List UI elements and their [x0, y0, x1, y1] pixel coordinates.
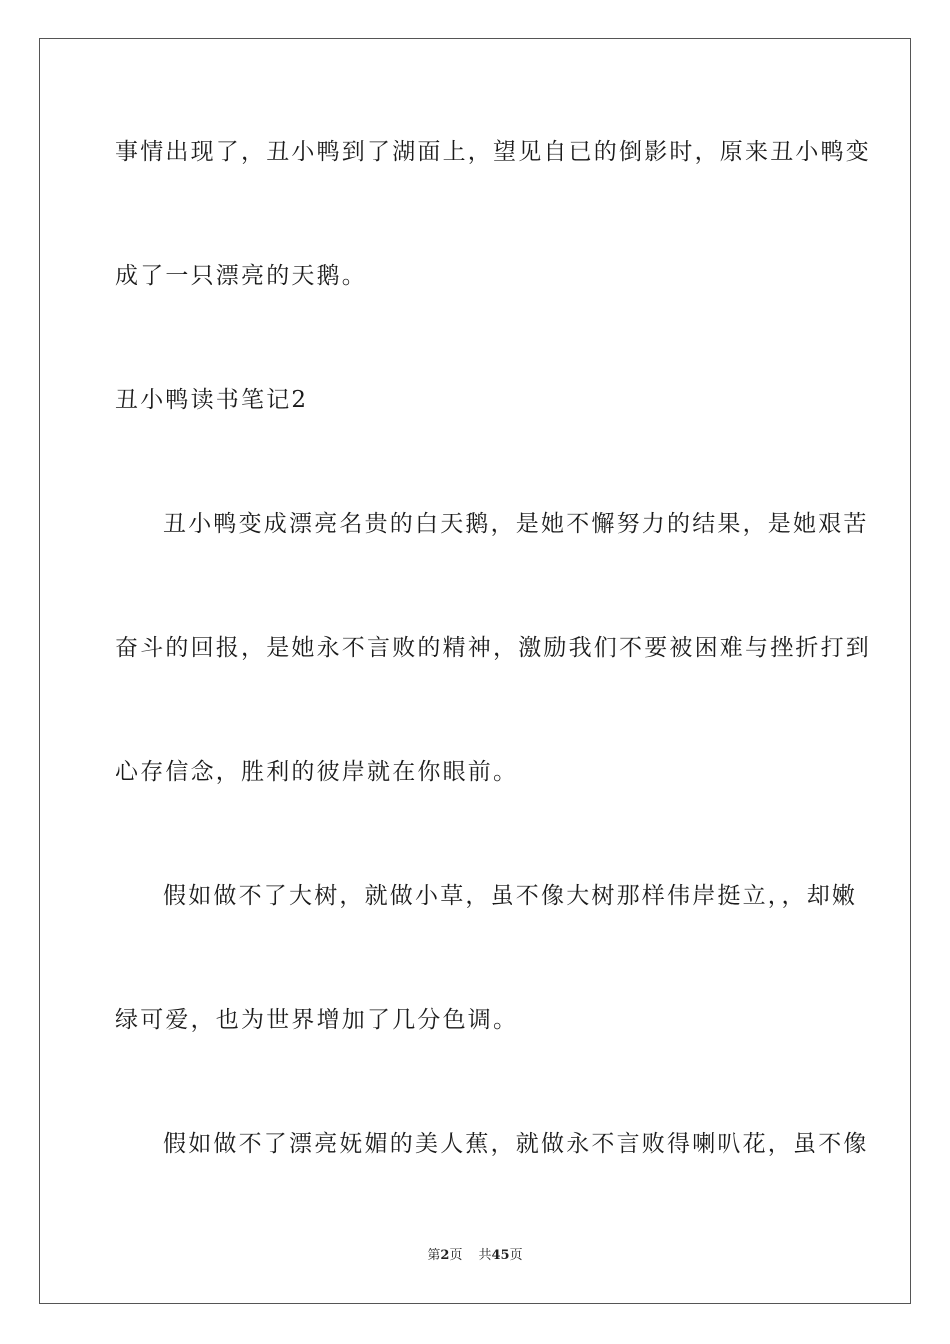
total-suffix: 页: [509, 1248, 523, 1263]
paragraph-line-3: 丑小鸭变成漂亮名贵的白天鹅，是她不懈努力的结果，是她艰苦: [163, 511, 869, 537]
paragraph-line-8: 假如做不了漂亮妩媚的美人蕉，就做永不言败得喇叭花，虽不像: [163, 1131, 869, 1157]
total-prefix: 共: [478, 1248, 492, 1263]
section-heading: 丑小鸭读书笔记2: [115, 387, 309, 413]
page-number: 2: [440, 1248, 450, 1263]
page-prefix: 第: [427, 1248, 441, 1263]
paragraph-line-5: 心存信念，胜利的彼岸就在你眼前。: [115, 759, 519, 785]
paragraph-line-6: 假如做不了大树，就做小草，虽不像大树那样伟岸挺立，，却嫩: [163, 883, 858, 909]
paragraph-line-4: 奋斗的回报，是她永不言败的精神，激励我们不要被困难与挫折打到: [115, 635, 871, 661]
paragraph-line-7: 绿可爱，也为世界增加了几分色调。: [115, 1007, 519, 1033]
page-footer: [0, 1248, 950, 1264]
paragraph-line-2: 成了一只漂亮的天鹅。: [115, 263, 367, 289]
total-pages: 45: [491, 1248, 510, 1263]
page-suffix: 页: [449, 1248, 463, 1263]
page-border: [39, 38, 911, 1304]
paragraph-line-1: 事情出现了，丑小鸭到了湖面上，望见自已的倒影时，原来丑小鸭变: [115, 139, 871, 165]
